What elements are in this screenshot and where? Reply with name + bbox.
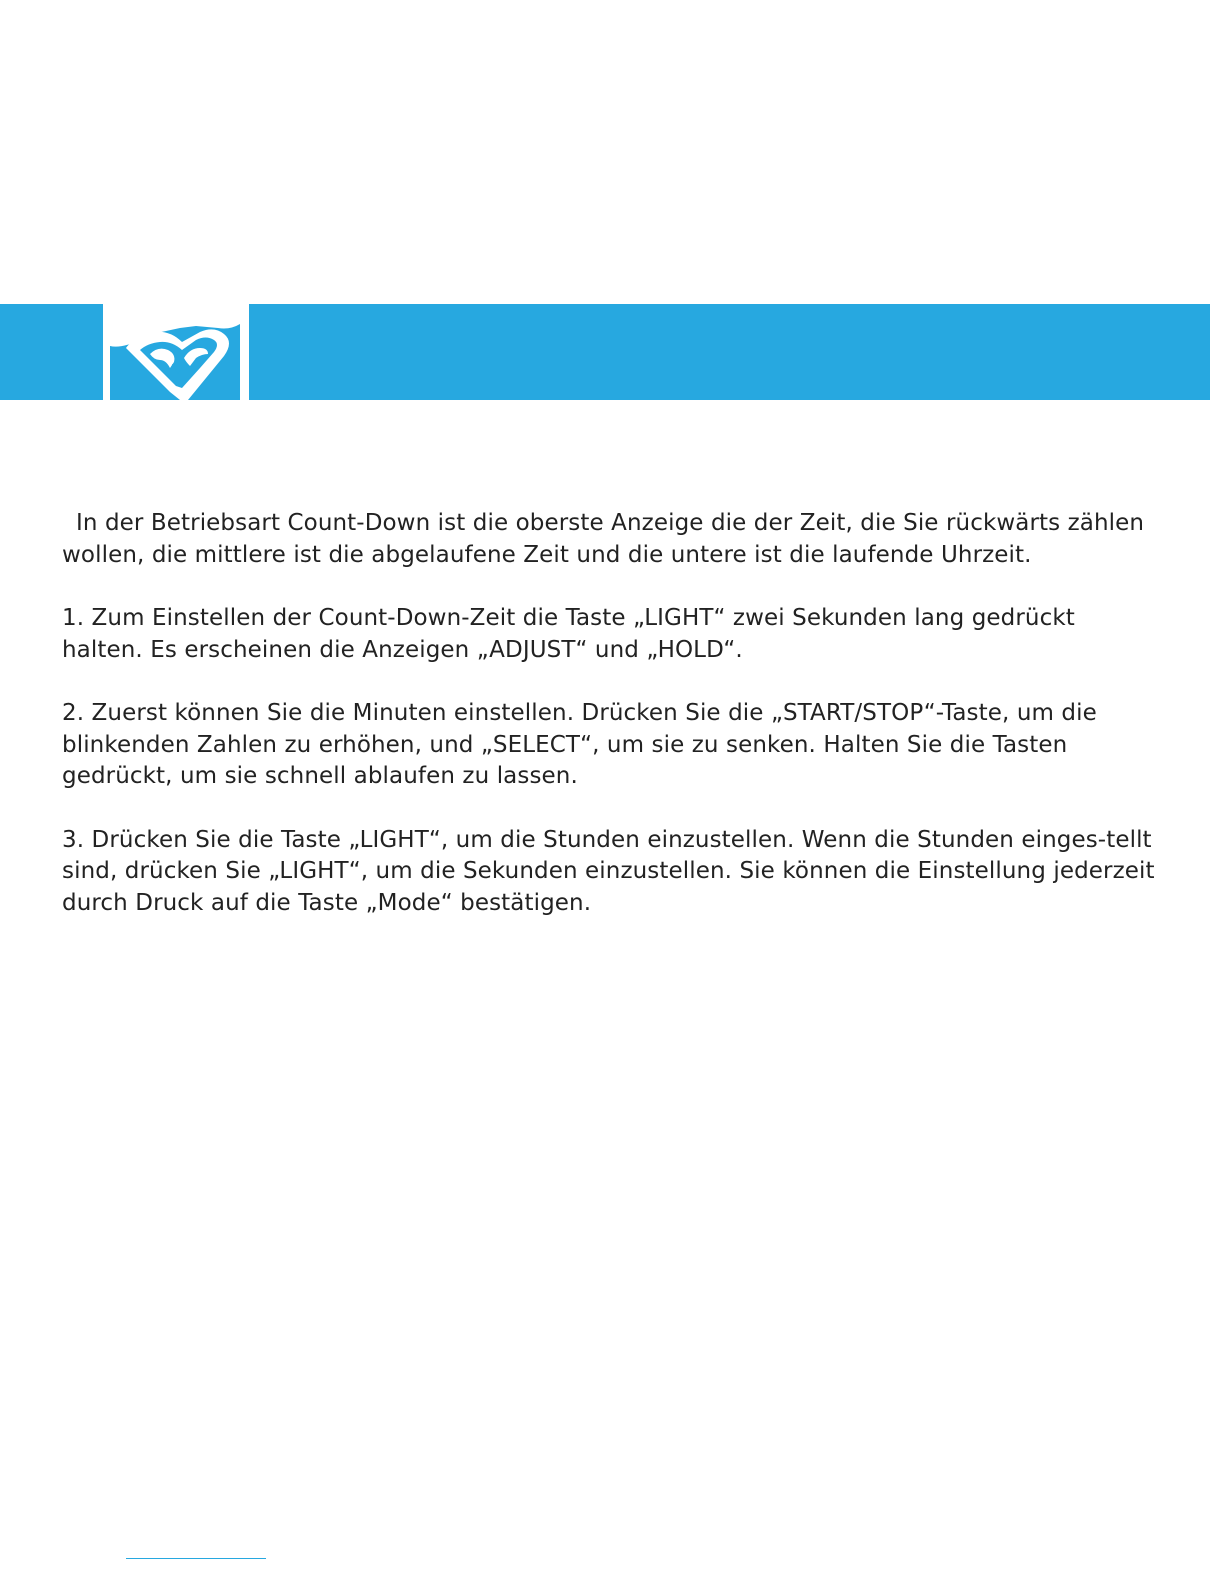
logo-box [110, 304, 240, 400]
roxy-heart-logo [110, 304, 240, 400]
instruction-text [62, 508, 1162, 951]
intro-paragraph: In der Betriebsart Count-Down ist die oberste Anzeige die der Zeit, die Sie rückwärts zählen wollen, die mittlere ist die abgelaufene Zeit und die untere ist die laufende Uhrzeit. [62, 510, 1145, 568]
footer-rule [126, 1558, 266, 1559]
banner-left-block [0, 304, 103, 400]
header-banner [0, 304, 1210, 400]
step-1: 1. Zum Einstellen der Count-Down-Zeit die Taste „LIGHT“ zwei Sekunden lang gedrückt halten. Es erscheinen die Anzeigen „ADJUST“ und „HOLD“. [62, 605, 1075, 663]
banner-right-block [249, 304, 1210, 400]
step-3: 3. Drücken Sie die Taste „LIGHT“, um die Stunden einzustellen. Wenn die Stunden einges-tellt sind, drücken Sie „LIGHT“, um die Sekunden einzustellen. Sie können die Einstellung jederzeit durch Druck auf die Taste „Mode“ bestätigen. [62, 826, 1155, 916]
step-2: 2. Zuerst können Sie die Minuten einstellen. Drücken Sie die „START/STOP“-Taste, um die blinkenden Zahlen zu erhöhen, und „SELECT“, um sie zu senken. Halten Sie die Tasten gedrückt, um sie schnell ablaufen zu lassen. [62, 700, 1097, 789]
